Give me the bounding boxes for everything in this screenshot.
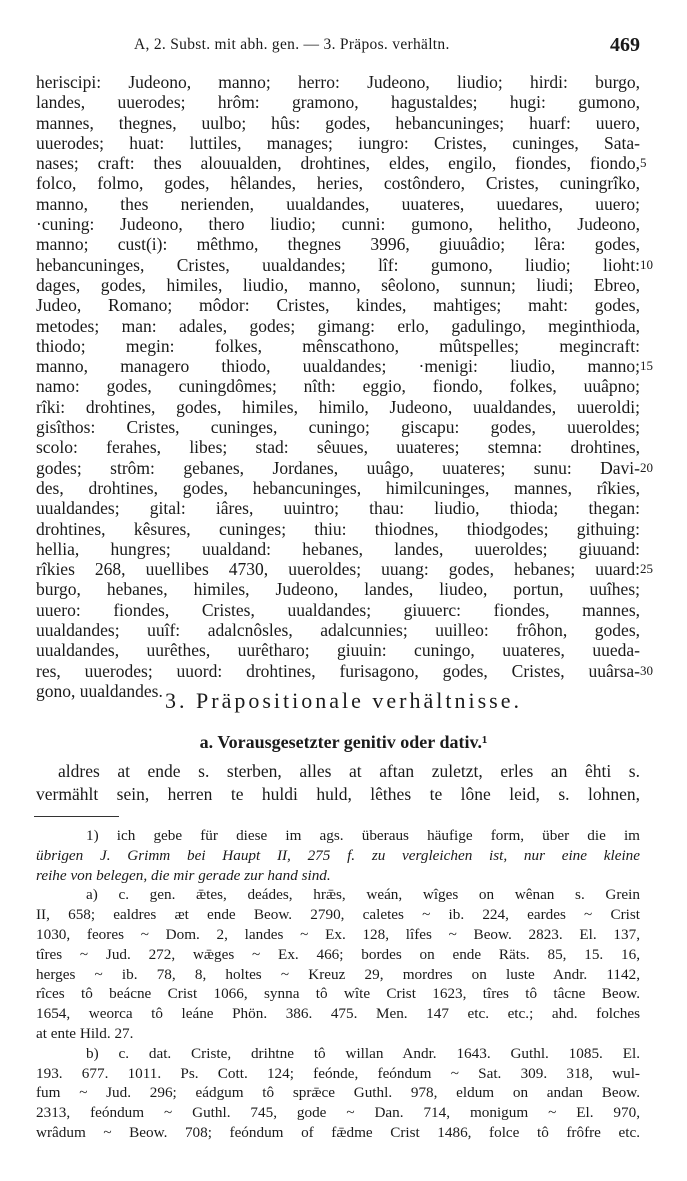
text-line: landes, uuerodes; hrôm: gramono, hagustaldes; hugi: gumono,: [36, 92, 640, 113]
text-line: hellia, hungres; uualdand: hebanes, landes, uueroldes; giuuand:: [36, 538, 640, 559]
text-line: Judeo, Romano; môdor: Cristes, kindes, mahtiges; maht: godes,: [36, 295, 640, 316]
footnotes: [36, 826, 640, 1143]
text-line: scolo: ferahes, libes; stad: sêuues, uuateres; stemna: drohtines,: [36, 437, 640, 458]
page-number: 469: [610, 34, 640, 56]
main-text: [36, 72, 653, 701]
footnote-line: 1654, weorca tô leáne Phön. 386. 475. Men. 147 etc. etc.; ahd. folches: [36, 1005, 640, 1023]
footnote-line: rîces tô beácne Crist 1066, synna tô wîte Crist 1623, tîres tô tâcne Beow.: [36, 985, 640, 1003]
text-line: uualdandes; uuîf: adalcnôsles, adalcunnies; uuilleo: frôhon, godes,: [36, 620, 640, 641]
footnote-line: a) c. gen. ǣtes, deádes, hrǣs, weán, wîges on wênan s. Grein: [86, 886, 640, 904]
text-line: godes; strôm: gebanes, Jordanes, uuâgo, uuateres; sunu: Davi-: [36, 457, 640, 478]
text-line: rîkies 268, uuellibes 4730, uueroldes; uuang: godes, hebanes; uuard:: [36, 559, 640, 580]
text-line-row: [36, 153, 647, 174]
text-line-row: [36, 660, 653, 681]
running-head: [36, 34, 640, 56]
footnote-rule: [34, 816, 119, 817]
text-line: gisîthos: Cristes, cuninges, cuningo; giscapu: godes, uueroldes;: [36, 417, 640, 438]
text-line: gono, uualdandes.: [36, 680, 163, 701]
text-line: uualdandes, uurêthes, uurêtharo; giuuin: cuningo, uuateres, uueda-: [36, 640, 640, 661]
footnote-line: fum ~ Jud. 296; eádgum tô sprǣce Guthl. 978, eldum on andan Beow.: [36, 1084, 640, 1102]
section-text: [36, 760, 640, 806]
line-number: 25: [640, 561, 653, 577]
text-line: vermählt sein, herren te huldi huld, lêthes te lône leid, s. lohnen,: [36, 784, 640, 804]
footnote-line: übrigen J. Grimm bei Haupt II, 275 f. zu vergleichen ist, nur eine kleine: [36, 846, 640, 864]
text-line: metodes; man: adales, godes; gimang: erlo, gadulingo, meginthioda,: [36, 315, 640, 336]
text-line: nases; craft: thes alouualden, drohtines, eldes, engilo, fiondes, fiondo,: [36, 153, 640, 174]
footnote-line: at ente Hild. 27.: [36, 1024, 134, 1042]
footnote-line: 1) ich gebe für diese im ags. überaus häufige form, über die im: [86, 827, 640, 844]
text-line: ·cuning: Judeono, thero liudio; cunni: gumono, helitho, Judeono,: [36, 214, 640, 235]
subsection-title: a. Vorausgesetzter genitiv oder dativ.¹: [199, 732, 488, 752]
footnote-line: tîres ~ Jud. 272, wǣges ~ Ex. 466; bordes on ende Räts. 85, 15. 16,: [36, 945, 640, 963]
text-line: des, drohtines, godes, hebancuninges, himilcuninges, mannes, rîkies,: [36, 477, 640, 498]
text-line-row: [36, 254, 653, 275]
text-line: burgo, hebanes, himiles, Judeono, landes, liudeo, portun, uuîhes;: [36, 579, 640, 600]
footnote-line: reihe von belegen, die mir gerade zur hand sind.: [36, 866, 331, 884]
text-line: dages, godes, himiles, liudio, manno, sêolono, sunnun; liudi; Ebreo,: [36, 274, 640, 295]
line-number: 5: [640, 155, 647, 171]
text-line: namo: godes, cuningdômes; nîth: eggio, fiondo, folkes, uuâpno;: [36, 376, 640, 397]
footnote-line: wrâdum ~ Beow. 708; feóndum of fǣdme Crist 1486, folce tô frôfre etc.: [36, 1123, 640, 1141]
line-number: 10: [640, 256, 653, 272]
text-line: hebancuninges, Cristes, uualdandes; lîf: gumono, liudio; lioht:: [36, 254, 640, 275]
section-title: 3. Präpositionale verhältnisse.: [165, 688, 522, 713]
text-line: manno, thes nerienden, uualdandes, uuateres, uuedares, uuero;: [36, 193, 640, 214]
text-line: folco, folmo, godes, hêlandes, heries, costôndero, Cristes, cuningrîko,: [36, 173, 640, 194]
text-line: aldres at ende s. sterben, alles at aftan zuletzt, erles an êhti s.: [58, 761, 640, 781]
footnote-line: 193. 677. 1011. Ps. Cott. 124; feónde, feóndum ~ Sat. 309. 318, wul-: [36, 1064, 640, 1082]
line-number: 30: [640, 662, 653, 678]
text-line: mannes, thegnes, uulbo; hûs: godes, hebancuninges; huarf: uuero,: [36, 112, 640, 133]
footnote-line: II, 658; ealdres æt ende Beow. 2790, caletes ~ ib. 224, eardes ~ Crist: [36, 906, 640, 924]
text-line: manno, managero thiodo, uualdandes; ·menigi: liudio, manno;: [36, 356, 640, 377]
text-line-row: [36, 457, 653, 478]
text-line-row: [36, 559, 653, 580]
running-head-title: A, 2. Subst. mit abh. gen. — 3. Präpos. verhältn.: [134, 36, 450, 53]
text-line: thiodo; megin: folkes, mênscathono, mûtspelles; megincraft:: [36, 335, 640, 356]
footnote-line: 2313, feóndum ~ Guthl. 745, gode ~ Dan. 714, monigum ~ El. 970,: [36, 1104, 640, 1122]
footnote-line: herges ~ ib. 78, 8, holtes ~ Kreuz 29, mordres on luste Andr. 1142,: [36, 965, 640, 983]
text-line: uuerodes; huat: luttiles, manages; iungro: Cristes, cuninges, Sata-: [36, 132, 640, 153]
line-number: 20: [640, 459, 653, 475]
text-line-row: [36, 356, 653, 377]
footnote-line: 1030, feores ~ Dom. 2, landes ~ Ex. 128, lîfes ~ Beow. 2823. El. 137,: [36, 925, 640, 943]
text-line: drohtines, kêsures, cuninges; thiu: thiodnes, thiodgodes; githuing:: [36, 518, 640, 539]
text-line: res, uuerodes; uuord: drohtines, furisagono, godes, Cristes, uuârsa-: [36, 660, 640, 681]
line-number: 15: [640, 358, 653, 374]
text-line: manno; cust(i): mêthmo, thegnes 3996, giuuâdio; lêra: godes,: [36, 234, 640, 255]
text-line: heriscipi: Judeono, manno; herro: Judeono, liudio; hirdi: burgo,: [36, 72, 640, 92]
footnote-line: b) c. dat. Criste, drihtne tô willan Andr. 1643. Guthl. 1085. El.: [86, 1044, 640, 1062]
text-line: uuero: fiondes, Cristes, uualdandes; giuuerc: fiondes, mannes,: [36, 599, 640, 620]
text-line: rîki: drohtines, godes, himiles, himilo, Judeono, uualdandes, uueroldi;: [36, 396, 640, 417]
text-line: uualdandes; gital: iâres, uuintro; thau: liudio, thioda; thegan:: [36, 498, 640, 519]
